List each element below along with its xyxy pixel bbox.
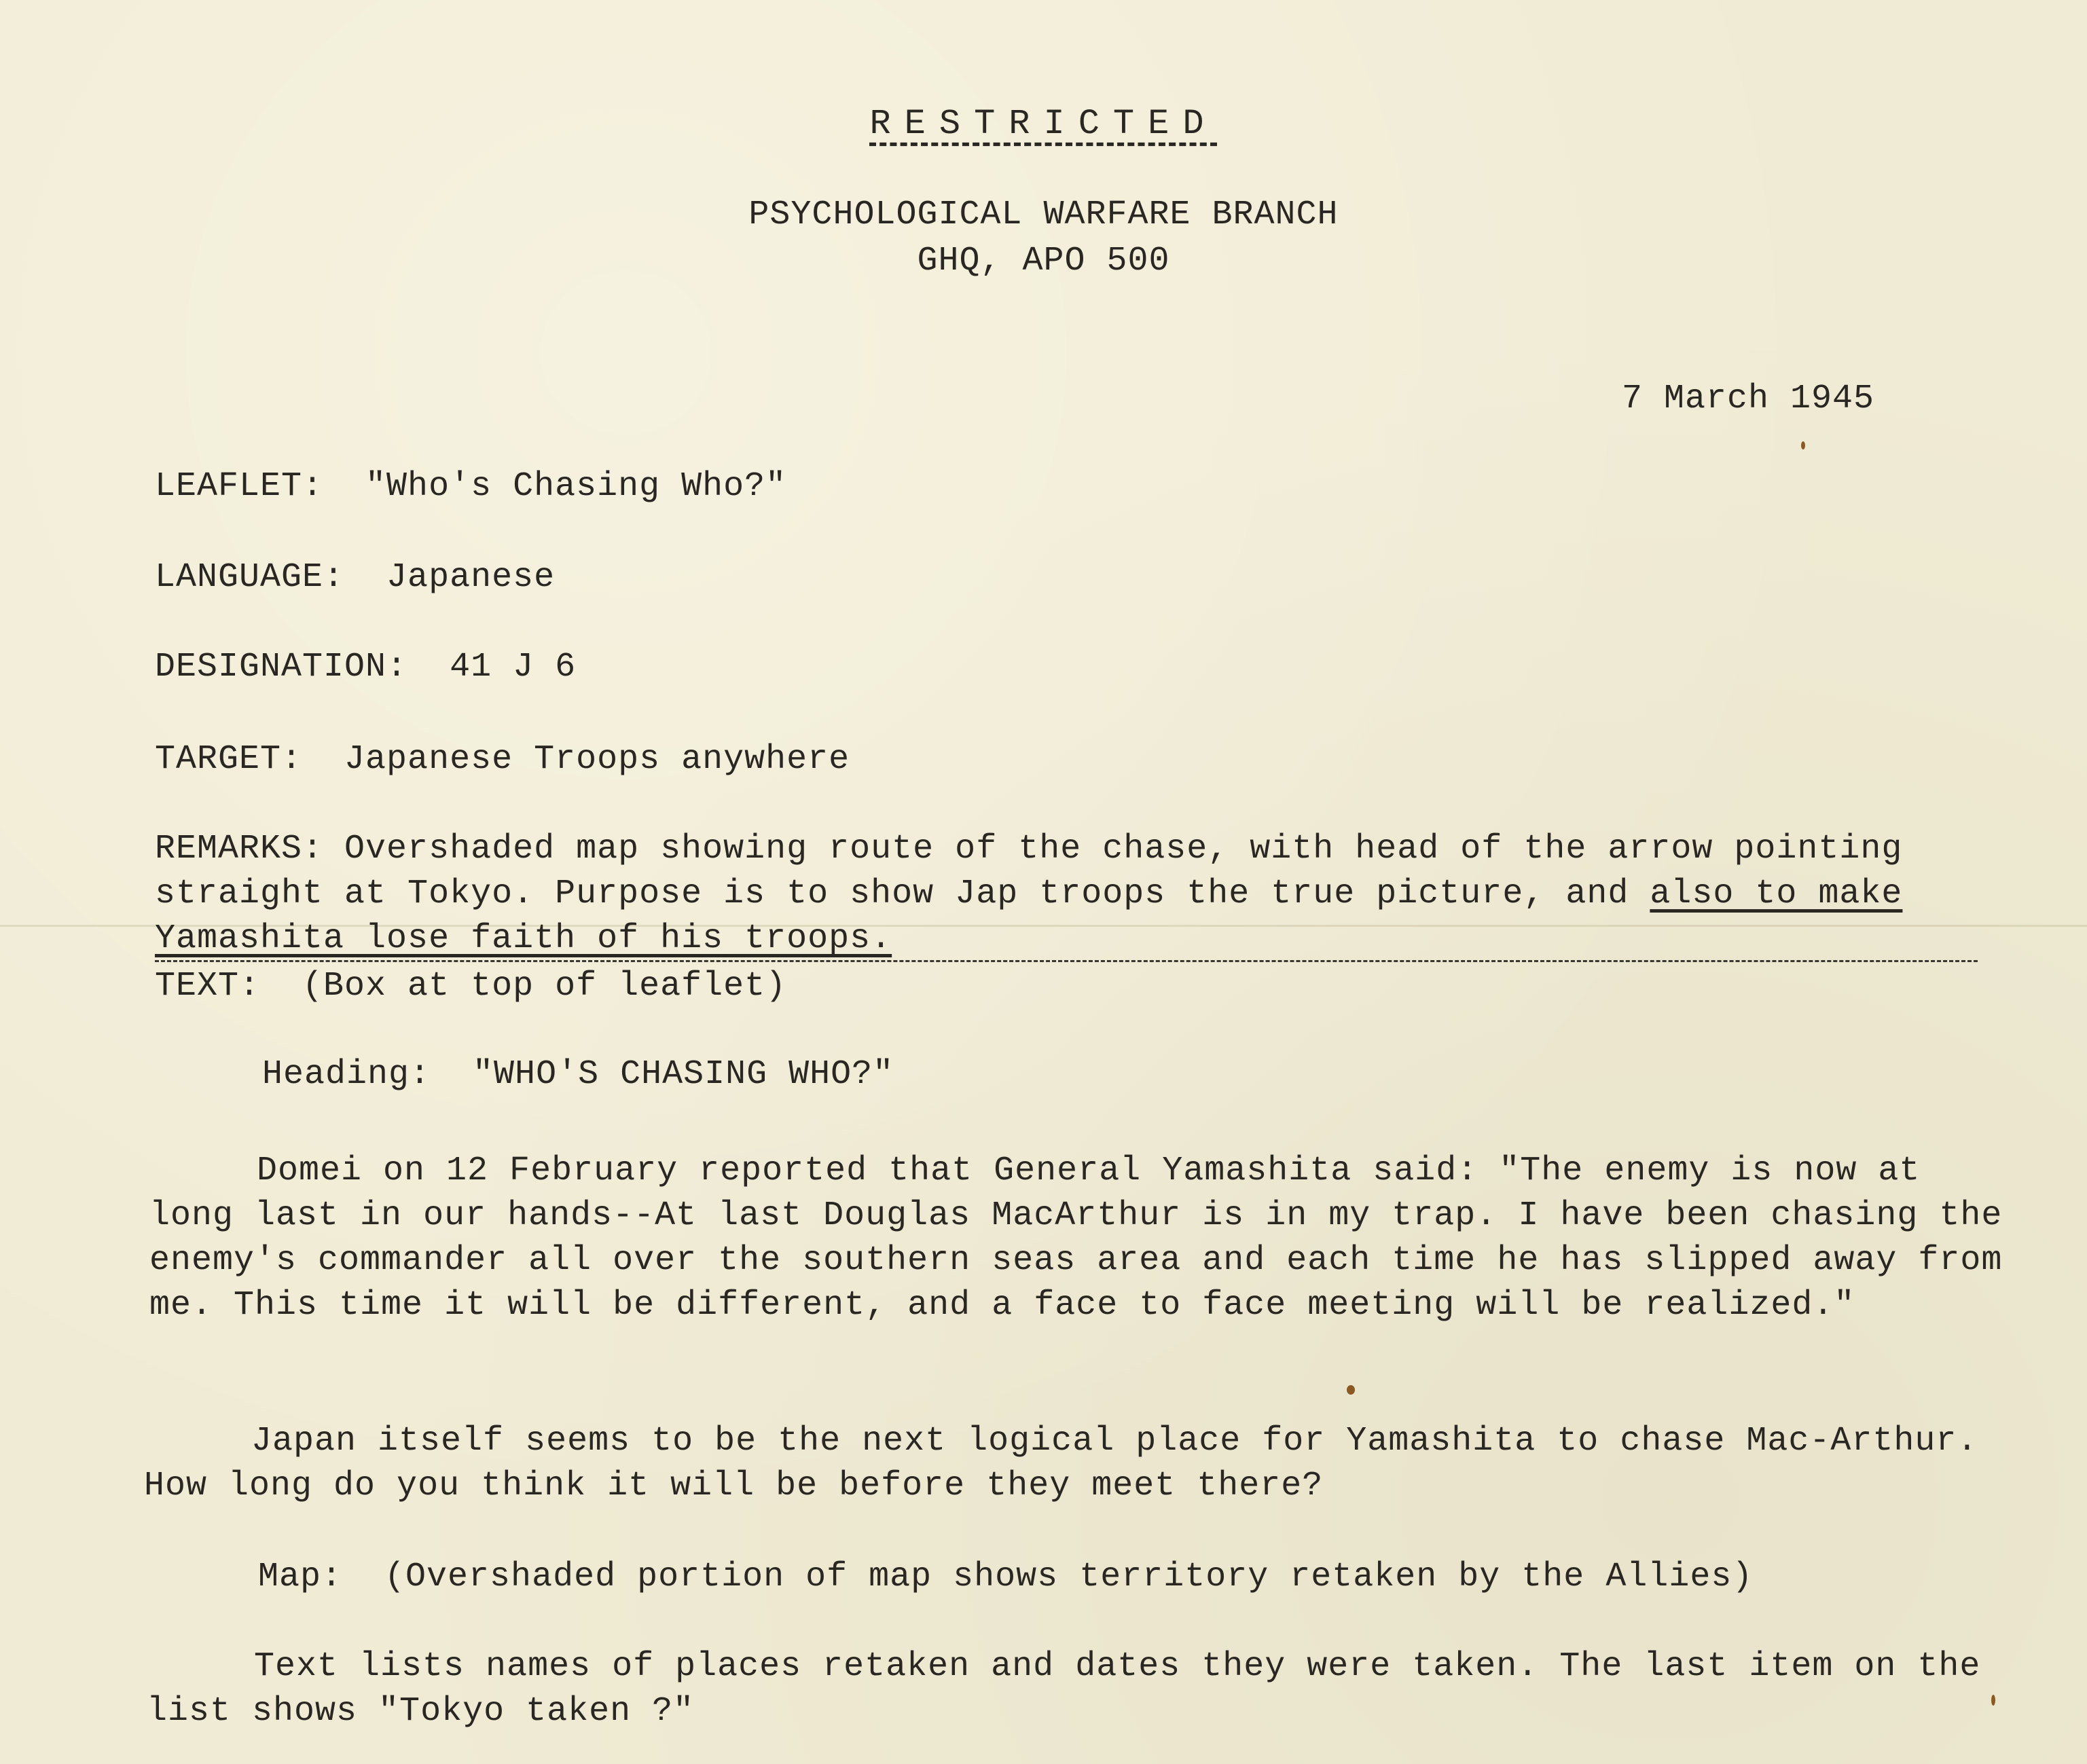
ink-spot	[1347, 1385, 1355, 1395]
paragraph-places: Text lists names of places retaken and dates they were taken. The last item on the list shows "Tokyo taken ?"	[147, 1647, 1981, 1731]
remarks-text: REMARKS: Overshaded map showing route of the chase, with head of the arrow pointing straight at Tokyo. Purpose is to show Jap troops the true picture, and	[155, 830, 1903, 913]
classification-heading: RESTRICTED	[869, 104, 1218, 144]
remarks-underlined-text: also to make Yamashita lose faith of his troops.	[155, 875, 1903, 958]
branch-name: PSYCHOLOGICAL WARFARE BRANCH	[748, 196, 1339, 234]
branch-address: GHQ, APO 500	[917, 242, 1170, 280]
leaflet-heading: Heading: "WHO'S CHASING WHO?"	[262, 1055, 894, 1094]
ink-spot	[1801, 441, 1805, 449]
paragraph-japan: Japan itself seems to be the next logical place for Yamashita to chase Mac-Arthur. How long do you think it will be before they meet there?	[144, 1422, 1978, 1505]
section-divider	[155, 960, 1978, 962]
ink-spot	[1991, 1695, 1995, 1706]
language-field: LANGUAGE: Japanese	[155, 558, 556, 597]
designation-field: DESIGNATION: 41 J 6	[155, 648, 577, 686]
target-field: TARGET: Japanese Troops anywhere	[155, 740, 850, 779]
remarks-field	[155, 827, 1989, 961]
leaflet-field: LEAFLET: "Who's Chasing Who?"	[155, 467, 787, 506]
text-field: TEXT: (Box at top of leaflet)	[155, 967, 787, 1006]
paragraph-quote: Domei on 12 February reported that General Yamashita said: "The enemy is now at long last in our hands--At last Douglas MacArthur is in my trap. I have been chasing the enemy's commander all over the southern seas area and each time he has slipped away from me. This time it will be different, and a face to face meeting will be realized."	[149, 1152, 2003, 1325]
document-date: 7 March 1945	[1622, 380, 1875, 418]
map-description: Map: (Overshaded portion of map shows territory retaken by the Allies)	[258, 1558, 1754, 1596]
